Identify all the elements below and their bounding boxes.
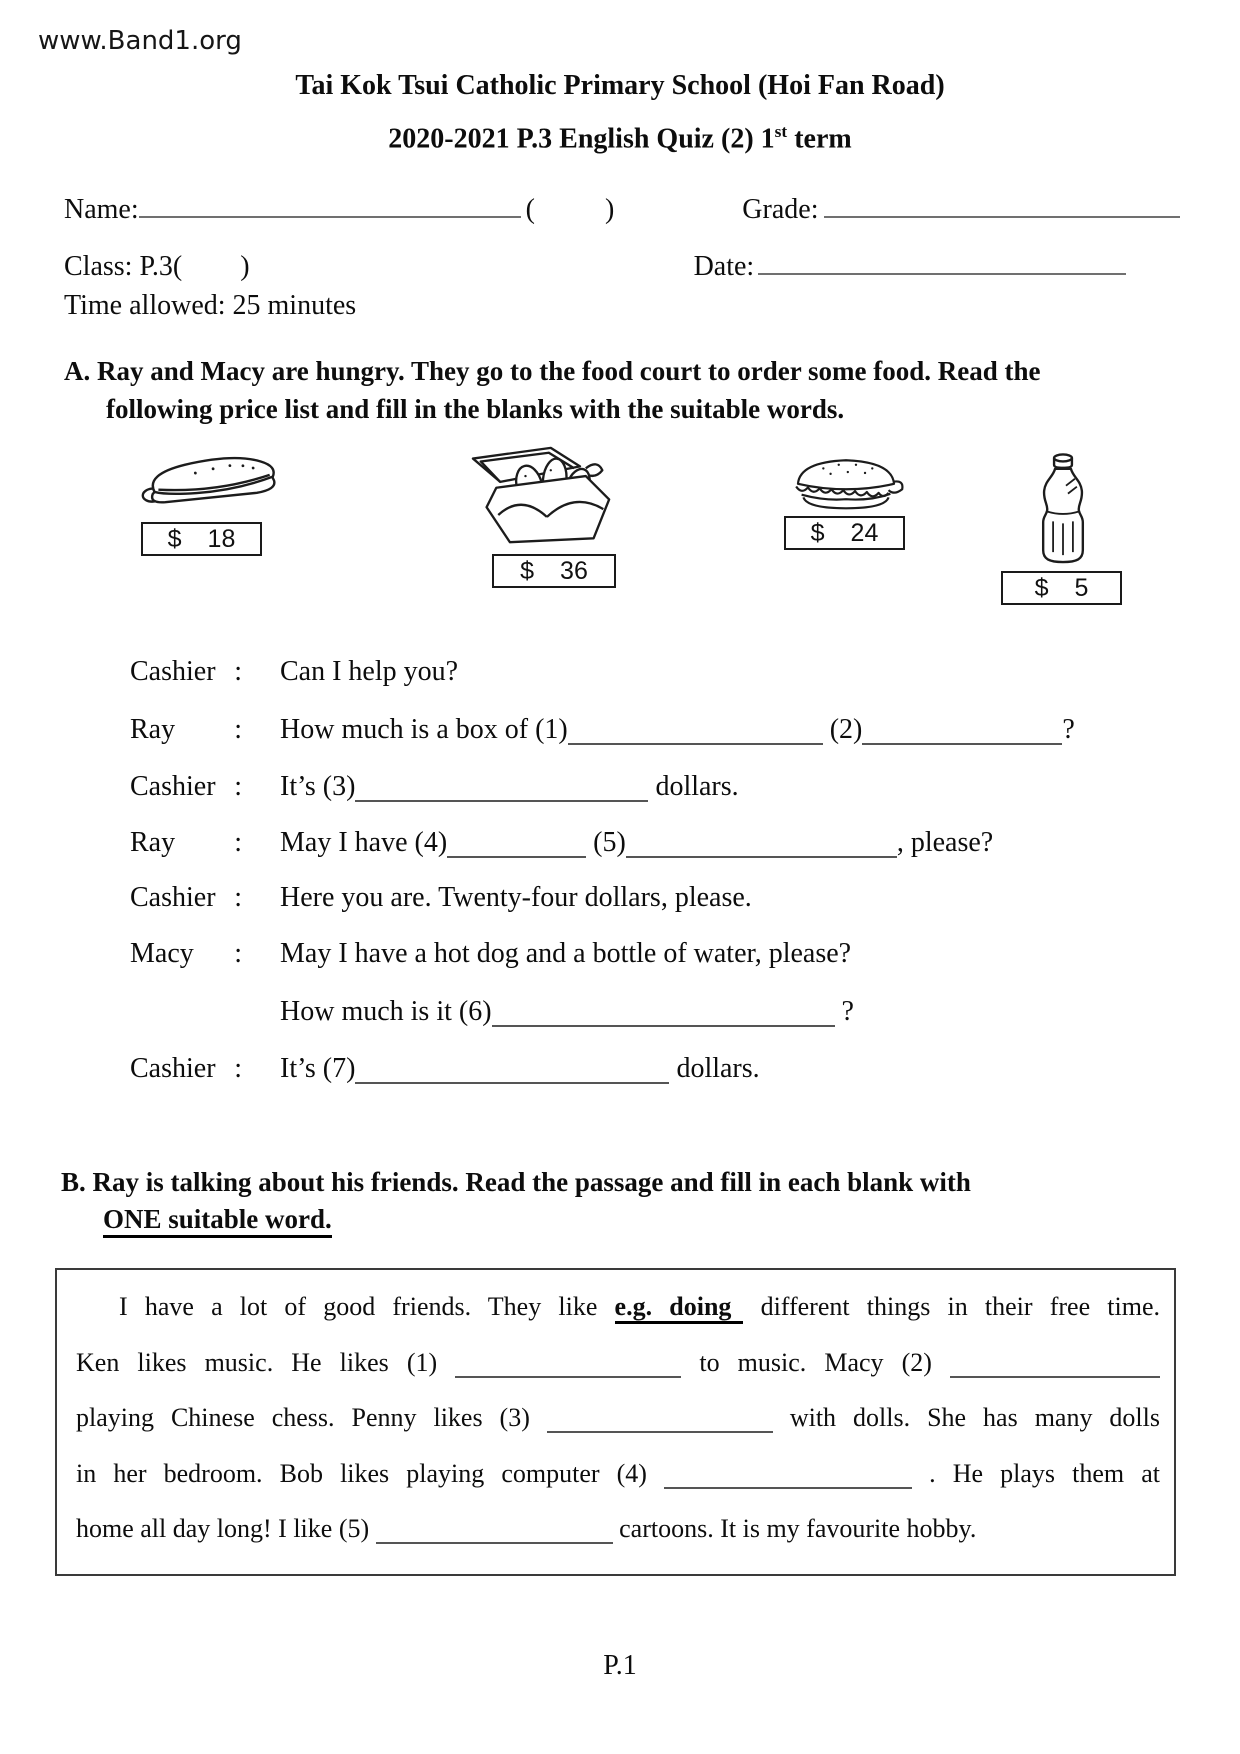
text-segment: How much is it (6)	[280, 996, 492, 1028]
text-segment: How much is a box of (1)	[280, 714, 568, 746]
class-number-paren-close: )	[604, 194, 615, 225]
dialogue-colon: :	[234, 881, 242, 913]
dialogue-answer-blank[interactable]	[626, 825, 897, 858]
dialogue-speaker-cell	[130, 771, 242, 803]
hot-dog-image	[136, 452, 286, 512]
dialogue-answer-blank[interactable]	[862, 712, 1062, 745]
passage-line	[76, 1390, 1160, 1446]
quiz-title-suffix: term	[787, 123, 852, 155]
section-a-heading-line2: following price list and fill in the blanks with the suitable words.	[106, 394, 845, 424]
dialogue-speaker: Ray	[130, 826, 176, 858]
text-segment: Here you are. Twenty-four dollars, please.	[280, 881, 752, 913]
text-segment: dollars.	[648, 770, 739, 802]
dialogue-text	[280, 769, 739, 803]
dialogue-answer-blank[interactable]	[447, 825, 586, 858]
price-amount: 24	[850, 518, 879, 547]
dialogue-colon: :	[234, 826, 242, 858]
text-segment: to music. Macy (2)	[681, 1347, 951, 1377]
page-footer: P.1	[603, 1650, 637, 1681]
grade-input-line[interactable]	[824, 188, 1180, 218]
passage-answer-blank[interactable]	[547, 1402, 773, 1433]
dialogue-row	[130, 769, 1200, 825]
currency-symbol: $	[167, 524, 182, 553]
grade-label: Grade:	[742, 194, 819, 225]
price-amount: 18	[207, 524, 236, 553]
dialogue-row	[130, 1051, 1200, 1107]
dialogue-answer-blank[interactable]	[355, 1051, 669, 1084]
school-title: Tai Kok Tsui Catholic Primary School (Hoi Fan Road)	[295, 70, 945, 101]
price-tag-sandwich	[784, 516, 905, 550]
section-b-heading-line2: ONE suitable word.	[103, 1201, 971, 1238]
text-segment: different things in their free time.	[743, 1292, 1160, 1321]
text-segment: cartoons. It is my favourite hobby.	[612, 1514, 977, 1543]
text-segment: (5)	[586, 826, 626, 858]
dialogue-speaker: Ray	[130, 714, 176, 746]
dialogue-speaker-cell	[130, 656, 242, 688]
text-segment: Can I help you?	[280, 656, 459, 687]
text-segment: in her bedroom. Bob likes playing computer (4)	[76, 1458, 665, 1488]
passage-line	[76, 1335, 1160, 1391]
text-segment: May I have a hot dog and a bottle of water, please?	[280, 937, 852, 969]
dialogue-text	[280, 938, 851, 970]
dialogue-speaker: Cashier	[130, 770, 216, 802]
dialogue-row	[130, 882, 1200, 938]
passage-answer-blank[interactable]	[664, 1458, 912, 1489]
sandwich-image	[784, 453, 908, 511]
dialogue-text	[280, 994, 854, 1028]
dialogue-row	[130, 994, 1200, 1050]
class-label: Class: P.3(	[64, 251, 183, 282]
time-allowed-label: Time allowed: 25 minutes	[64, 290, 357, 321]
dialogue-speaker: Cashier	[130, 881, 216, 913]
dialogue-row	[130, 712, 1200, 768]
price-amount: 5	[1074, 573, 1089, 602]
fried-chicken-box-image	[464, 443, 622, 550]
dialogue-text	[280, 1051, 760, 1085]
price-list-item-sandwich	[784, 453, 908, 550]
dialogue	[130, 656, 1200, 1107]
text-segment: playing Chinese chess. Penny likes (3)	[76, 1403, 547, 1432]
name-input-line[interactable]	[139, 188, 521, 218]
price-tag-chicken-box	[492, 554, 616, 588]
dialogue-colon: :	[234, 656, 242, 687]
text-segment: (2)	[822, 714, 863, 746]
text-segment: dollars.	[669, 1052, 760, 1084]
example-answer: e.g. doing	[615, 1292, 744, 1324]
dialogue-answer-blank[interactable]	[355, 769, 648, 802]
text-segment: ?	[1062, 714, 1075, 746]
dialogue-text	[280, 825, 993, 859]
text-segment: It’s (3)	[280, 770, 356, 802]
passage-answer-blank[interactable]	[950, 1347, 1160, 1378]
dialogue-speaker: Macy	[130, 937, 194, 969]
text-segment: May I have (4)	[280, 826, 448, 858]
passage-answer-blank[interactable]	[455, 1347, 681, 1378]
section-b-heading	[61, 1164, 971, 1238]
dialogue-text	[280, 656, 458, 688]
dialogue-row	[130, 938, 1200, 994]
dialogue-colon: :	[234, 770, 242, 802]
dialogue-speaker-cell	[130, 714, 242, 746]
dialogue-speaker: Cashier	[130, 1052, 216, 1084]
text-segment: with dolls. She has many dolls	[772, 1403, 1160, 1432]
passage-line	[76, 1446, 1160, 1502]
name-grade-row	[64, 188, 1180, 226]
text-segment: Ken likes music. He likes (1)	[76, 1347, 456, 1377]
currency-symbol: $	[1034, 573, 1049, 602]
time-allowed	[64, 290, 356, 322]
dialogue-colon: :	[234, 1052, 242, 1084]
text-segment: . He plays them at	[912, 1458, 1160, 1488]
dialogue-answer-blank[interactable]	[492, 994, 835, 1027]
dialogue-text	[280, 882, 752, 914]
price-list-item-water-bottle	[1001, 450, 1122, 605]
quiz-title-text: 2020-2021 P.3 English Quiz (2) 1	[388, 123, 775, 155]
section-a-heading-line1: A. Ray and Macy are hungry. They go to the food court to order some food. Read the	[64, 356, 1041, 386]
dialogue-speaker-cell	[130, 938, 242, 970]
text-segment: ?	[834, 996, 854, 1028]
text-segment: I have a lot of good friends. They like	[119, 1292, 615, 1321]
price-tag-hot-dog	[141, 522, 262, 556]
date-input-line[interactable]	[758, 245, 1126, 275]
text-segment: It’s (7)	[280, 1052, 356, 1084]
currency-symbol: $	[810, 518, 825, 547]
date-label: Date:	[693, 251, 755, 282]
text-segment: , please?	[896, 826, 994, 858]
class-number-paren-open: (	[525, 194, 535, 225]
currency-symbol: $	[520, 556, 535, 585]
passage-box	[55, 1268, 1176, 1576]
passage-answer-blank[interactable]	[376, 1513, 613, 1544]
dialogue-text	[280, 712, 1075, 746]
section-a-heading	[64, 352, 1040, 428]
price-amount: 36	[560, 556, 588, 585]
quiz-title-superscript: st	[774, 122, 788, 141]
passage-line	[76, 1279, 1160, 1335]
price-list-item-chicken-box	[464, 443, 622, 588]
class-date-row	[64, 245, 1126, 283]
passage-line	[76, 1501, 1160, 1557]
dialogue-speaker-cell	[130, 1053, 242, 1085]
price-tag-water-bottle	[1001, 571, 1122, 605]
dialogue-answer-blank[interactable]	[568, 712, 823, 745]
water-bottle-image	[1023, 450, 1103, 567]
site-watermark: www.Band1.org	[38, 26, 242, 56]
dialogue-row	[130, 825, 1200, 881]
dialogue-colon: :	[234, 937, 242, 969]
dialogue-speaker-cell	[130, 882, 242, 914]
dialogue-speaker: Cashier	[130, 656, 216, 687]
section-b-heading-line1: B. Ray is talking about his friends. Read the passage and fill in each blank with	[61, 1167, 971, 1197]
text-segment: home all day long! I like (5)	[76, 1514, 376, 1543]
class-paren-close: )	[240, 251, 250, 282]
dialogue-speaker-cell	[130, 827, 242, 859]
dialogue-colon: :	[234, 714, 242, 746]
price-list-item-hot-dog	[136, 452, 286, 556]
name-label: Name:	[64, 194, 139, 225]
dialogue-row	[130, 656, 1200, 712]
quiz-title	[0, 122, 1240, 155]
